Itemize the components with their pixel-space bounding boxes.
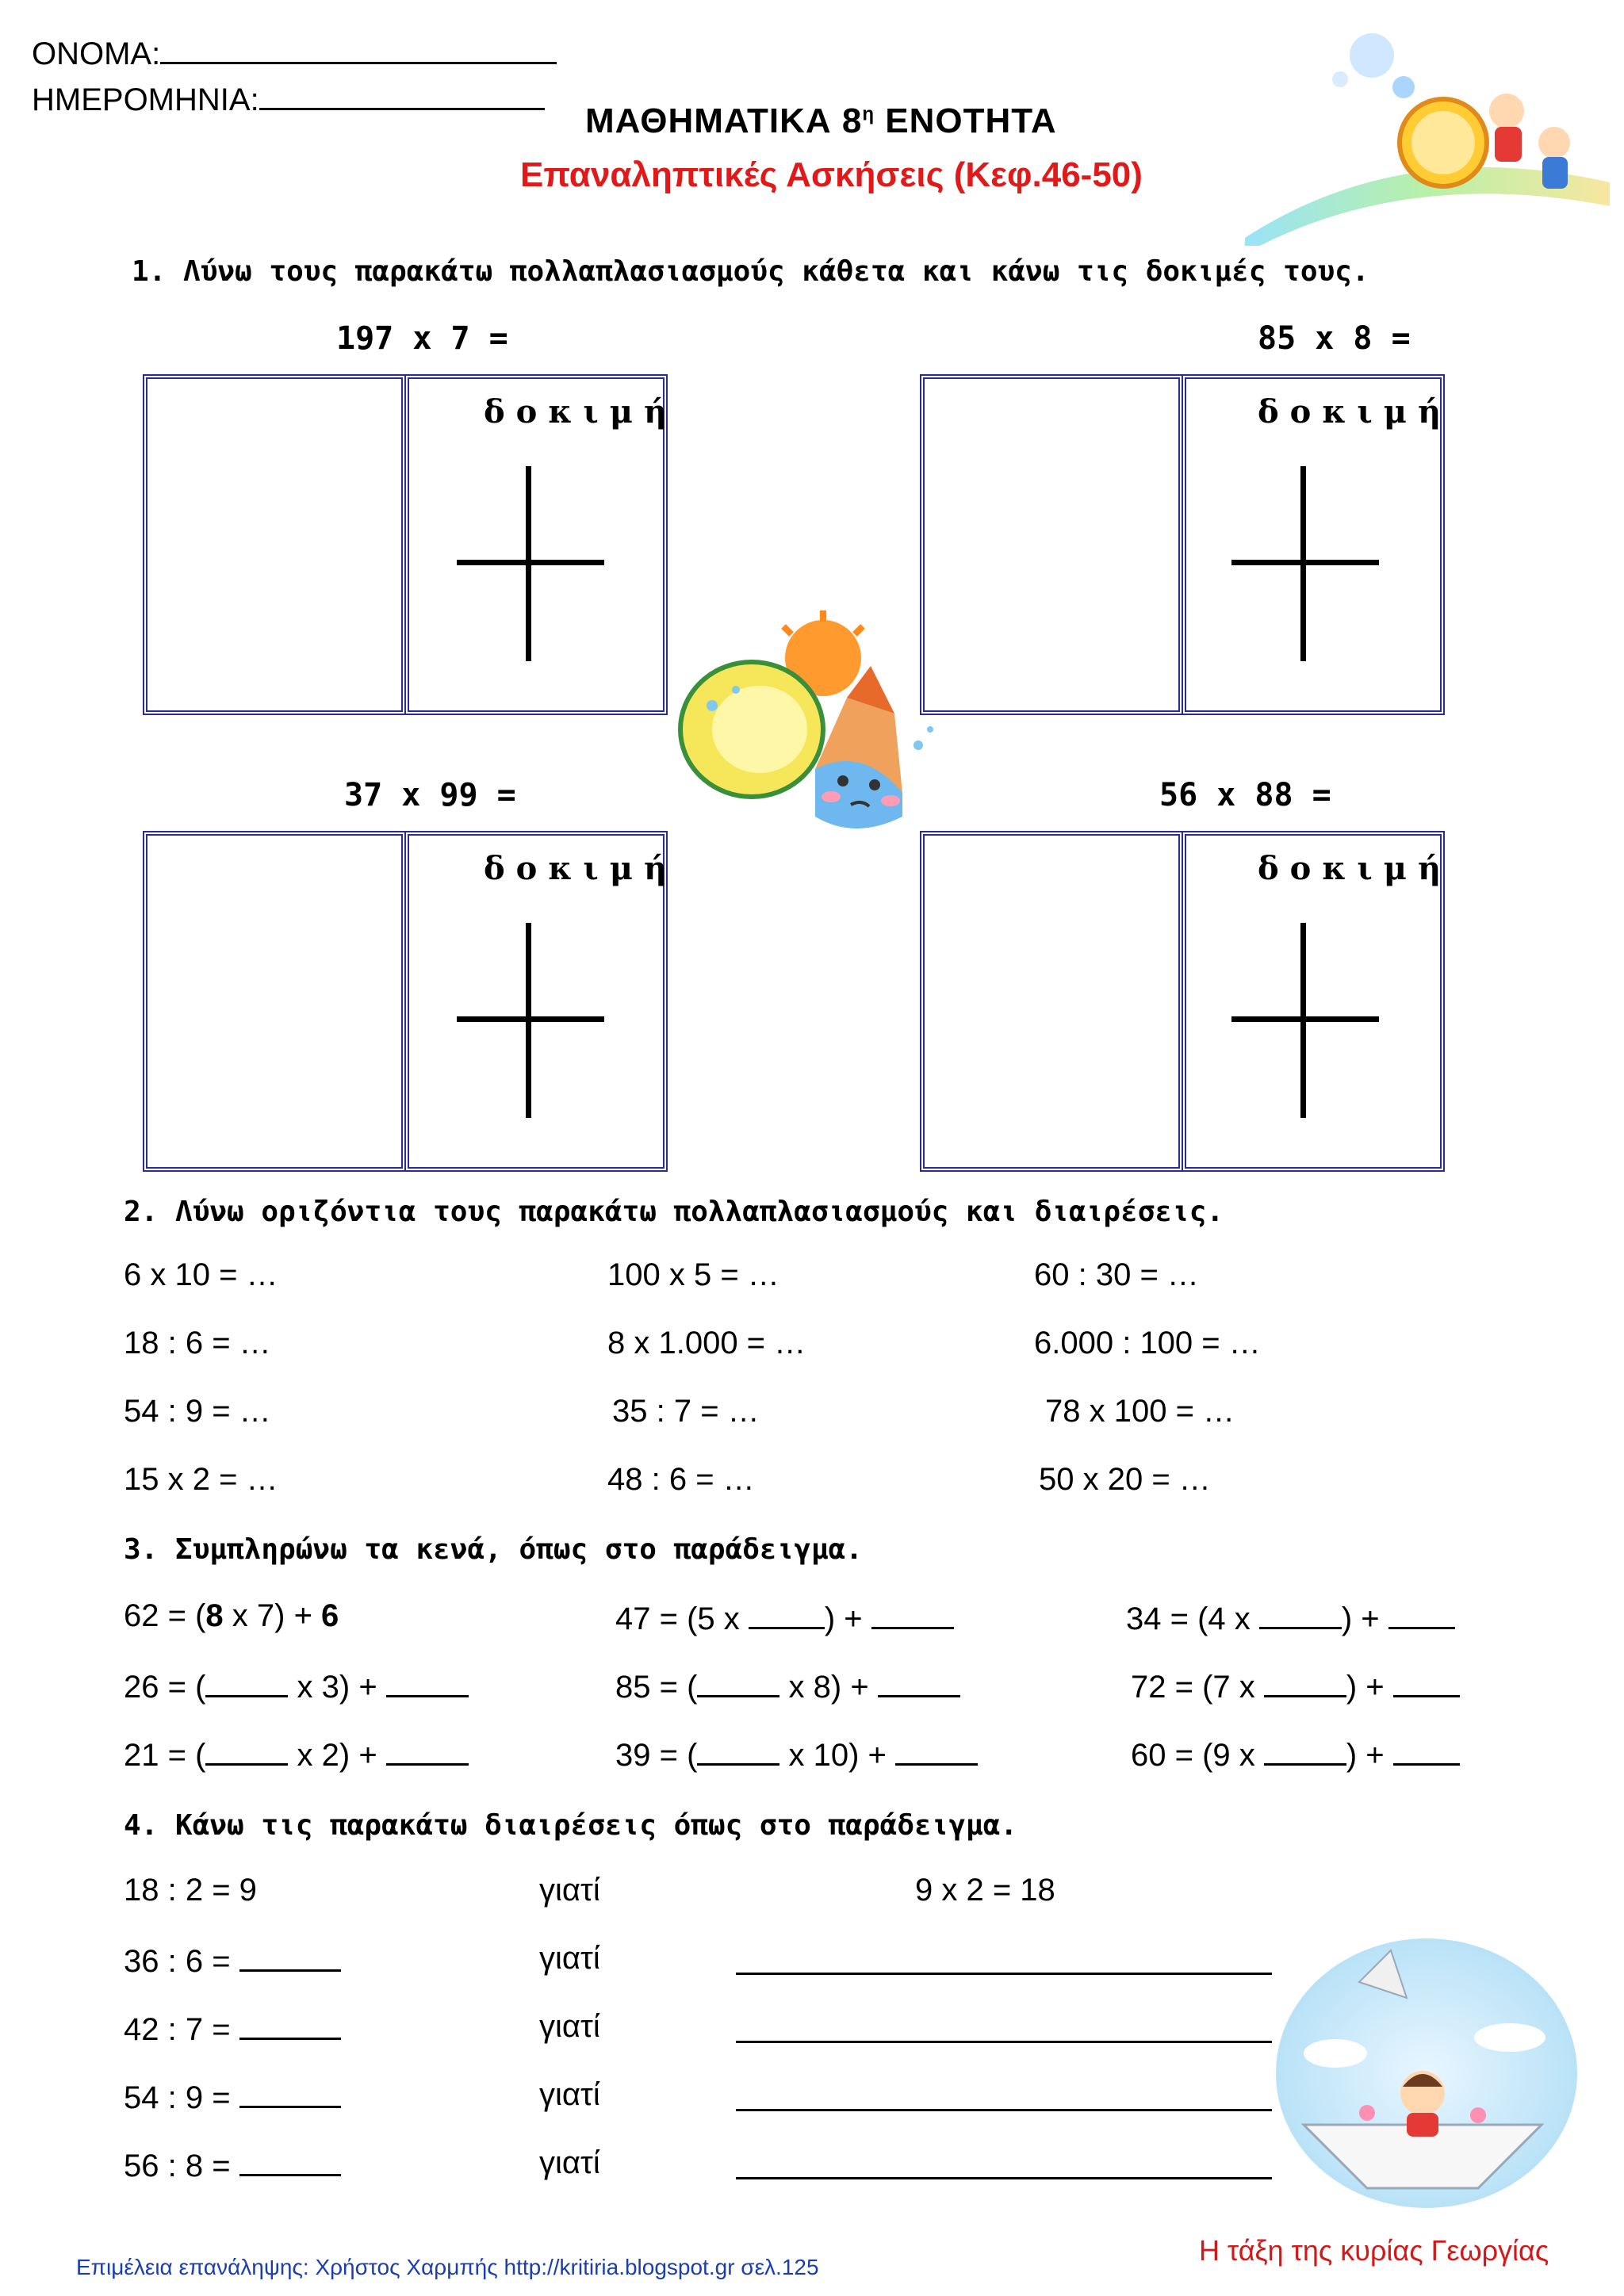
- exercise3-item: 72 = (7 x ) +: [1131, 1667, 1460, 1705]
- page-title: ΜΑΘΗΜΑΤΙΚΑ $8^\eta$ ΕΝΟΤΗΤΑ: [585, 101, 1057, 140]
- exercise3-item: 60 = (9 x ) +: [1131, 1735, 1460, 1774]
- because-label: γιατί: [539, 1941, 600, 1976]
- work-area-box[interactable]: [920, 831, 1183, 1172]
- answer-blank[interactable]: [878, 1667, 960, 1697]
- exercise2-item: 35 : 7 = …: [612, 1394, 760, 1429]
- exercise2-item: 54 : 9 = …: [124, 1394, 271, 1429]
- exercise3-example: 62 = (8 x 7) + 6: [124, 1598, 339, 1633]
- check-cross: [1231, 1016, 1379, 1022]
- answer-blank[interactable]: [239, 2077, 341, 2108]
- exercise4-heading: 4. Κάνω τις παρακάτω διαιρέσεις όπως στο παράδειγμα.: [124, 1809, 1018, 1842]
- check-label: δοκιμή: [1258, 850, 1453, 887]
- name-label: ΟΝΟΜΑ:: [32, 36, 161, 71]
- answer-blank[interactable]: [239, 2009, 341, 2040]
- because-label: γιατί: [539, 1873, 600, 1908]
- answer-blank[interactable]: [205, 1735, 288, 1766]
- answer-blank[interactable]: [205, 1667, 288, 1697]
- check-cross: [457, 1016, 604, 1022]
- explanation-line[interactable]: [736, 2109, 1272, 2111]
- exercise1-heading: 1. Λύνω τους παρακάτω πολλαπλασιασμούς κάθετα και κάνω τις δοκιμές τους.: [132, 255, 1369, 288]
- because-label: γιατί: [539, 2145, 600, 2180]
- problem-label: 56 x 88 =: [1159, 777, 1331, 813]
- answer-blank[interactable]: [239, 2145, 341, 2176]
- paper-boat-illustration: [1272, 1934, 1581, 2212]
- exercise3-item: 39 = ( x 10) +: [615, 1735, 978, 1774]
- check-label: δοκιμή: [1258, 393, 1453, 430]
- exercise2-heading: 2. Λύνω οριζόντια τους παρακάτω πολλαπλασιασμούς και διαιρέσεις.: [124, 1196, 1224, 1228]
- date-line[interactable]: [259, 108, 545, 110]
- exercise2-item: 6.000 : 100 = …: [1034, 1326, 1261, 1360]
- footer-credit: Επιμέλεια επανάληψης: Χρήστος Χαρμπής http://kritiria.blogspot.gr σελ.125: [76, 2255, 819, 2279]
- problem-label: 85 x 8 =: [1258, 320, 1411, 357]
- exercise3-item: 85 = ( x 8) +: [615, 1667, 960, 1705]
- answer-blank[interactable]: [1393, 1735, 1460, 1766]
- answer-blank[interactable]: [239, 1941, 341, 1972]
- answer-blank[interactable]: [871, 1598, 954, 1629]
- because-label: γιατί: [539, 2009, 600, 2044]
- exercise2-item: 50 x 20 = …: [1039, 1462, 1211, 1497]
- exercise4-example-division: 18 : 2 = 9: [124, 1873, 257, 1908]
- answer-blank[interactable]: [895, 1735, 978, 1766]
- answer-blank[interactable]: [749, 1598, 825, 1629]
- answer-blank[interactable]: [1264, 1667, 1346, 1697]
- answer-blank[interactable]: [1388, 1598, 1455, 1629]
- exercise2-item: 48 : 6 = …: [607, 1462, 755, 1497]
- explanation-line[interactable]: [736, 2041, 1272, 2043]
- problem-label: 37 x 99 =: [344, 777, 516, 813]
- because-label: γιατί: [539, 2077, 600, 2112]
- date-field: [32, 82, 545, 118]
- page-subtitle: Επαναληπτικές Ασκήσεις (Κεφ.46-50): [520, 155, 1143, 194]
- work-area-box[interactable]: [143, 374, 406, 715]
- explanation-line[interactable]: [736, 2177, 1272, 2179]
- check-cross: [1231, 560, 1379, 565]
- answer-blank[interactable]: [1264, 1735, 1346, 1766]
- exercise2-item: 8 x 1.000 = …: [607, 1326, 806, 1360]
- answer-blank[interactable]: [1259, 1598, 1342, 1629]
- exercise2-item: 100 x 5 = …: [607, 1257, 779, 1292]
- exercise4-example-check: 9 x 2 = 18: [915, 1873, 1055, 1908]
- exercise4-item: 56 : 8 =: [124, 2145, 341, 2184]
- explanation-line[interactable]: [736, 1973, 1272, 1975]
- exercise4-item: 54 : 9 =: [124, 2077, 341, 2116]
- exercise2-item: 60 : 30 = …: [1034, 1257, 1199, 1292]
- footer-class-name: Η τάξη της κυρίας Γεωργίας: [1199, 2234, 1549, 2267]
- exercise3-item: 21 = ( x 2) +: [124, 1735, 469, 1774]
- name-line[interactable]: [160, 62, 557, 64]
- exercise2-item: 6 x 10 = …: [124, 1257, 278, 1292]
- answer-blank[interactable]: [386, 1735, 469, 1766]
- check-label: δοκιμή: [484, 850, 679, 887]
- name-field: [32, 36, 557, 72]
- exercise4-item: 36 : 6 =: [124, 1941, 341, 1980]
- exercise3-item: 26 = ( x 3) +: [124, 1667, 469, 1705]
- exercise3-heading: 3. Συμπληρώνω τα κενά, όπως στο παράδειγμα.: [124, 1533, 863, 1566]
- exercise2-item: 18 : 6 = …: [124, 1326, 271, 1360]
- check-label: δοκιμή: [484, 393, 679, 430]
- check-cross: [457, 560, 604, 565]
- answer-blank[interactable]: [1393, 1667, 1460, 1697]
- kids-rainbow-illustration: [1245, 24, 1610, 246]
- exercise4-item: 42 : 7 =: [124, 2009, 341, 2048]
- date-label: ΗΜΕΡΟΜΗΝΙΑ:: [32, 82, 259, 117]
- work-area-box[interactable]: [143, 831, 406, 1172]
- exercise3-item: 34 = (4 x ) +: [1126, 1598, 1455, 1637]
- exercise2-item: 78 x 100 = …: [1045, 1394, 1235, 1429]
- exercise3-item: 47 = (5 x ) +: [615, 1598, 954, 1637]
- problem-label: 197 x 7 =: [336, 320, 508, 357]
- exercise2-item: 15 x 2 = …: [124, 1462, 278, 1497]
- answer-blank[interactable]: [697, 1735, 779, 1766]
- pencil-mascot-illustration: [665, 610, 966, 848]
- answer-blank[interactable]: [697, 1667, 779, 1697]
- answer-blank[interactable]: [386, 1667, 469, 1697]
